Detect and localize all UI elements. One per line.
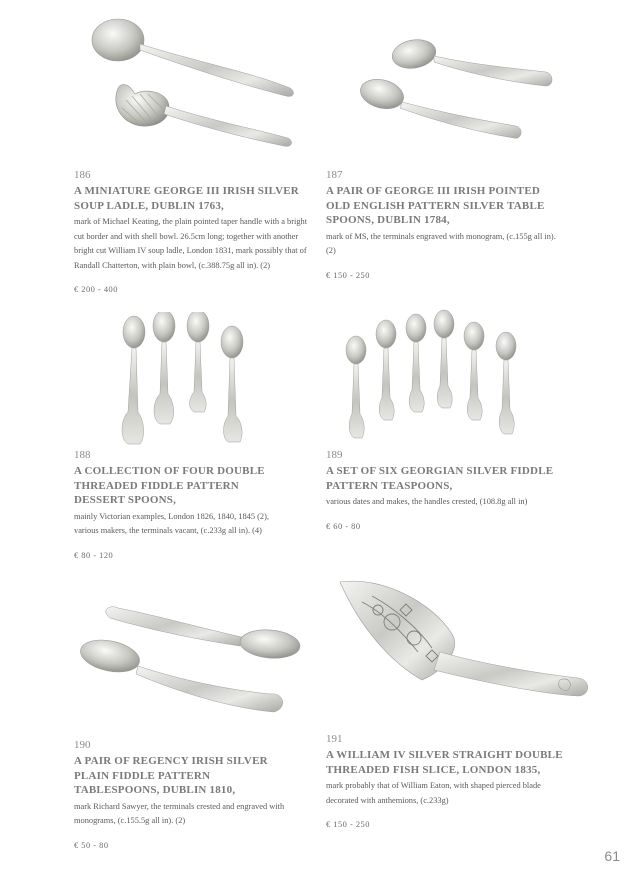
lot-title: A MINIATURE GEORGE III IRISH SILVER SOUP LADLE, DUBLIN 1763, [74, 185, 299, 212]
lot-number: 186 [74, 169, 91, 181]
lot-number: 189 [326, 449, 343, 461]
lot-189-photo [338, 306, 528, 442]
lot-190-photo [70, 600, 310, 725]
lot-number: 187 [326, 169, 343, 181]
lot-189 [326, 448, 566, 531]
page-number: 61 [604, 848, 620, 864]
lot-title: A WILLIAM IV SILVER STRAIGHT DOUBLE THREADED FISH SLICE, LONDON 1835, [326, 749, 563, 776]
lot-description: mark Richard Sawyer, the terminals crested and engraved with monograms, (c.155.5g all in). (2) [74, 801, 285, 825]
lot-186-photo [80, 10, 305, 155]
lot-187 [326, 168, 556, 280]
lot-number: 190 [74, 739, 91, 751]
lot-191 [326, 732, 566, 829]
lot-title: A COLLECTION OF FOUR DOUBLE THREADED FIDDLE PATTERN DESSERT SPOONS, [74, 465, 265, 506]
lot-estimate: € 150 - 250 [326, 270, 370, 280]
lot-estimate: € 200 - 400 [74, 285, 118, 294]
lot-number: 188 [74, 449, 91, 461]
lot-title: A SET OF SIX GEORGIAN SILVER FIDDLE PATTERN TEASPOONS, [326, 465, 554, 492]
lot-191-photo [322, 572, 597, 712]
lot-187-photo [350, 28, 565, 153]
lot-description: mark probably that of William Eaton, with shaped pierced blade decorated with anthemions, (c.233g) [326, 781, 541, 805]
lot-188 [74, 448, 292, 560]
lot-description: various dates and makes, the handles crested, (108.8g all in) [326, 497, 528, 506]
lot-description: mainly Victorian examples, London 1826, 1840, 1845 (2), various makers, the terminals vacant, (c.233g all in). (4) [74, 511, 269, 535]
lot-186 [74, 168, 314, 294]
lot-188-photo [112, 312, 262, 447]
lot-title: A PAIR OF REGENCY IRISH SILVER PLAIN FIDDLE PATTERN TABLESPOONS, DUBLIN 1810, [74, 755, 268, 796]
lot-estimate: € 60 - 80 [326, 521, 361, 531]
lot-description: mark of MS, the terminals engraved with monogram, (c.155g all in). (2) [326, 231, 556, 255]
lot-estimate: € 80 - 120 [74, 550, 114, 560]
lot-title: A PAIR OF GEORGE III IRISH POINTED OLD ENGLISH PATTERN SILVER TABLE SPOONS, DUBLIN 1784, [326, 185, 545, 226]
lot-description: mark of Michael Keating, the plain pointed taper handle with a bright cut border and with shell bowl. 26.5cm long; together with another bright cut William IV soup ladle, London 1831, mark possibly that of Randall Chatterton, with plain bowl, (c.388.75g all in). (2) [74, 217, 308, 270]
lot-estimate: € 50 - 80 [74, 840, 109, 850]
lot-estimate: € 150 - 250 [326, 820, 370, 829]
lot-190 [74, 738, 292, 850]
lot-number: 191 [326, 733, 343, 745]
